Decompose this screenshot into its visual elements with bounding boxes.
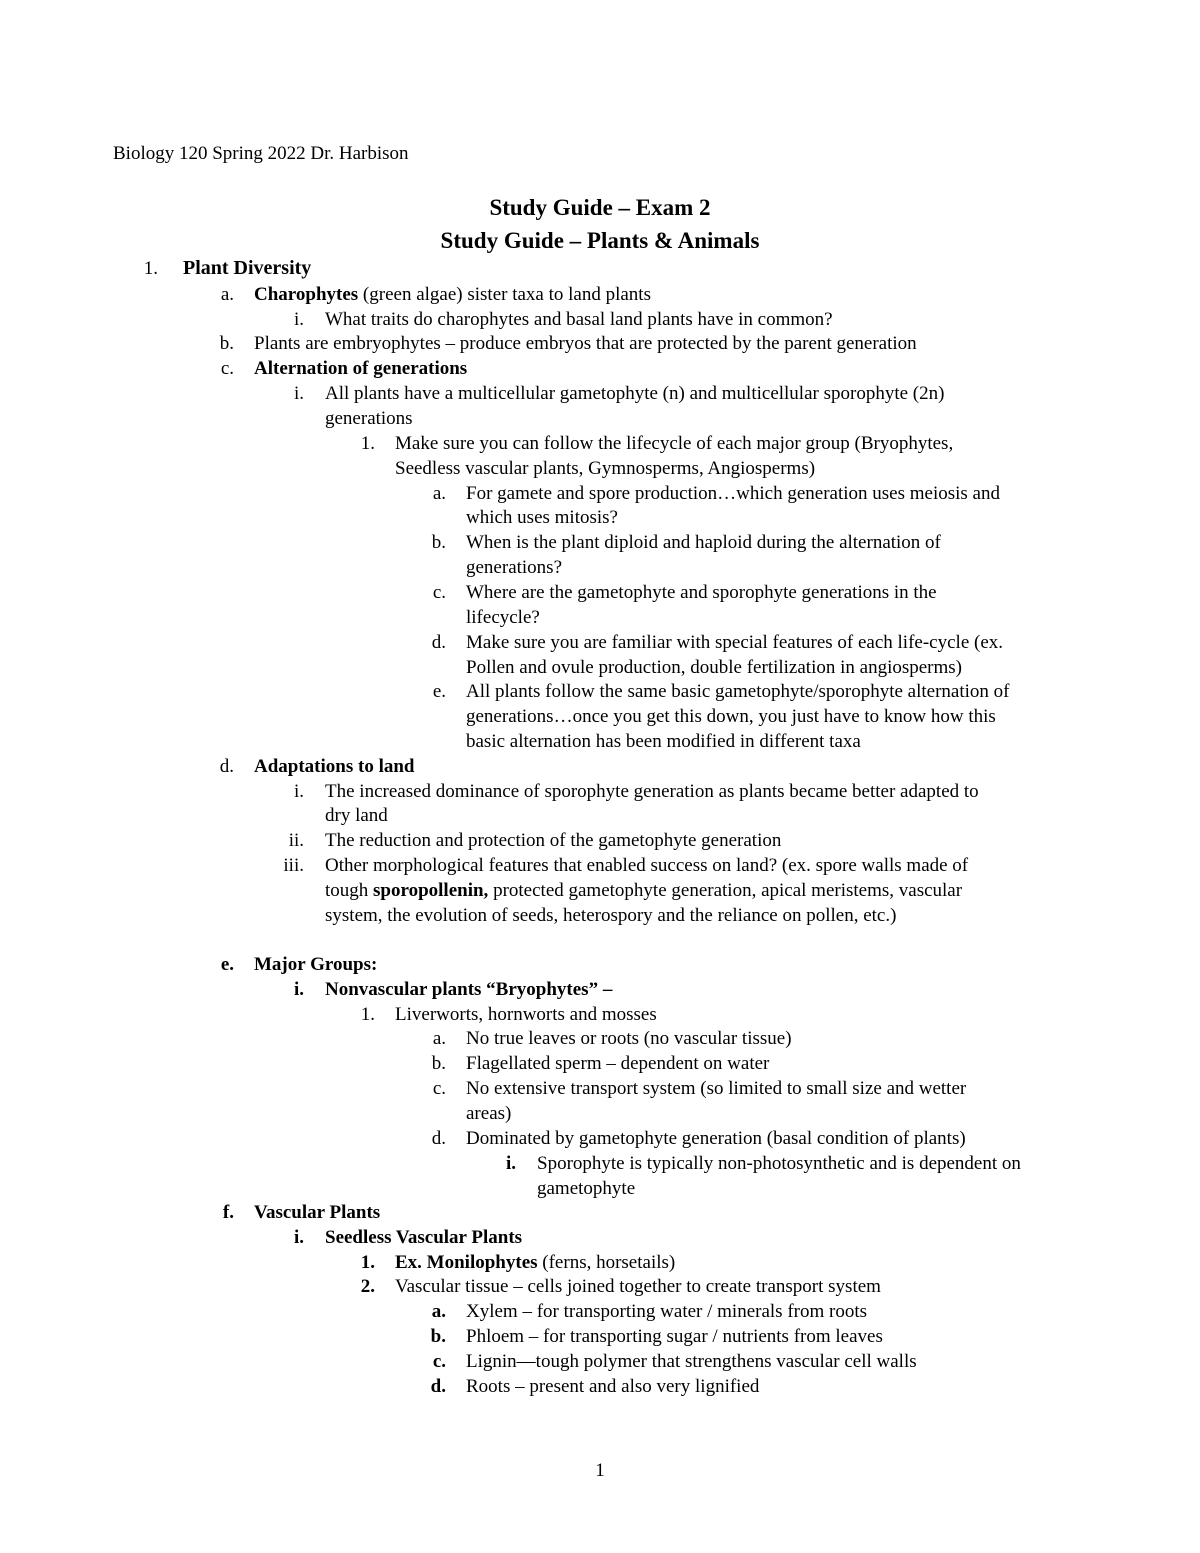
item-text: The increased dominance of sporophyte generation as plants became better adapted to xyxy=(325,781,979,802)
item-text: Phloem – for transporting sugar / nutrients from leaves xyxy=(466,1326,883,1347)
term-bold: Vascular Plants xyxy=(254,1202,381,1223)
list-marker: a. xyxy=(432,483,446,504)
item-text: system, the evolution of seeds, heterospory and the reliance on pollen, etc.) xyxy=(325,905,897,926)
list-marker: 1. xyxy=(360,1252,375,1273)
list-marker: iii. xyxy=(283,855,304,876)
list-marker: e. xyxy=(432,681,446,702)
item-text: Make sure you can follow the lifecycle of each major group (Bryophytes, xyxy=(395,433,954,454)
list-marker: ii. xyxy=(288,830,304,851)
item-text: lifecycle? xyxy=(466,607,540,628)
term-bold: Adaptations to land xyxy=(254,756,415,777)
item-text: Sporophyte is typically non-photosynthetic and is dependent on xyxy=(537,1153,1021,1174)
item-text: Make sure you are familiar with special features of each life-cycle (ex. xyxy=(466,632,1004,653)
item-text: No true leaves or roots (no vascular tissue) xyxy=(466,1028,792,1049)
item-text: dry land xyxy=(325,805,388,826)
item-text: For gamete and spore production…which generation uses meiosis and xyxy=(466,483,1000,504)
item-text: generations xyxy=(325,408,413,429)
item-text: What traits do charophytes and basal land plants have in common? xyxy=(325,309,833,330)
term-bold: sporopollenin, xyxy=(373,880,489,901)
list-marker: b. xyxy=(431,1053,446,1074)
term-bold: Ex. Monilophytes xyxy=(395,1252,538,1273)
item-text: Liverworts, hornworts and mosses xyxy=(395,1004,657,1025)
item-text: All plants follow the same basic gametophyte/sporophyte alternation of xyxy=(466,681,1010,702)
list-marker: c. xyxy=(220,358,234,379)
item-text: No extensive transport system (so limited to small size and wetter xyxy=(466,1078,967,1099)
term-bold: Alternation of generations xyxy=(254,358,468,379)
list-marker: c. xyxy=(432,1078,446,1099)
title-topic: Study Guide – Plants & Animals xyxy=(440,228,760,253)
list-marker: 1. xyxy=(143,258,158,279)
item-text: generations…once you get this down, you just have to know how this xyxy=(466,706,996,727)
item-text: (ferns, horsetails) xyxy=(537,1252,676,1273)
list-marker: a. xyxy=(432,1028,446,1049)
term-bold: Charophytes xyxy=(254,284,359,305)
title-exam: Study Guide – Exam 2 xyxy=(489,195,711,220)
list-marker: a. xyxy=(220,284,234,305)
item-text: (green algae) sister taxa to land plants xyxy=(358,284,651,305)
list-marker: 2. xyxy=(360,1276,375,1297)
list-marker: i. xyxy=(505,1153,516,1174)
item-text: When is the plant diploid and haploid during the alternation of xyxy=(466,532,941,553)
item-text: Vascular tissue – cells joined together to create transport system xyxy=(395,1276,881,1297)
item-text: Plants are embryophytes – produce embryos that are protected by the parent generation xyxy=(254,333,917,354)
item-text: basic alternation has been modified in different taxa xyxy=(466,731,861,752)
item-text: areas) xyxy=(466,1103,512,1124)
item-text: Other morphological features that enabled success on land? (ex. spore walls made of xyxy=(325,855,969,876)
term-bold: Nonvascular plants “Bryophytes” – xyxy=(325,979,613,1000)
list-marker: a. xyxy=(431,1301,446,1322)
item-text: Seedless vascular plants, Gymnosperms, Angiosperms) xyxy=(395,458,816,479)
item-text: Dominated by gametophyte generation (basal condition of plants) xyxy=(466,1128,966,1149)
item-text: Lignin—tough polymer that strengthens vascular cell walls xyxy=(466,1351,917,1372)
list-marker: 1. xyxy=(360,433,375,454)
list-marker: d. xyxy=(431,1128,446,1149)
list-marker: f. xyxy=(222,1202,234,1223)
item-text: gametophyte xyxy=(537,1178,636,1199)
item-text: tough xyxy=(325,880,374,901)
list-marker: c. xyxy=(432,1351,446,1372)
item-text: Pollen and ovule production, double fertilization in angiosperms) xyxy=(466,657,963,678)
item-text: which uses mitosis? xyxy=(466,507,618,528)
item-text: Xylem – for transporting water / minerals from roots xyxy=(466,1301,868,1322)
item-text: Where are the gametophyte and sporophyte generations in the xyxy=(466,582,937,603)
item-text: The reduction and protection of the gametophyte generation xyxy=(325,830,782,851)
list-marker: e. xyxy=(220,954,234,975)
item-text: All plants have a multicellular gametophyte (n) and multicellular sporophyte (2n) xyxy=(325,383,945,404)
list-marker: i. xyxy=(293,309,304,330)
list-marker: d. xyxy=(431,632,446,653)
course-header: Biology 120 Spring 2022 Dr. Harbison xyxy=(113,143,409,164)
section-heading: Plant Diversity xyxy=(183,257,312,279)
list-marker: b. xyxy=(219,333,234,354)
list-marker: b. xyxy=(430,1326,446,1347)
item-text: protected gametophyte generation, apical meristems, vascular xyxy=(488,880,963,901)
list-marker: i. xyxy=(293,383,304,404)
list-marker: d. xyxy=(219,756,234,777)
list-marker: i. xyxy=(293,1227,304,1248)
list-marker: i. xyxy=(293,979,304,1000)
list-marker: i. xyxy=(293,781,304,802)
list-marker: d. xyxy=(430,1376,446,1397)
list-marker: 1. xyxy=(360,1004,375,1025)
list-marker: b. xyxy=(431,532,446,553)
page-number: 1 xyxy=(595,1460,605,1481)
term-bold: Seedless Vascular Plants xyxy=(325,1227,523,1248)
item-text: Roots – present and also very lignified xyxy=(466,1376,760,1397)
item-text: generations? xyxy=(466,557,563,578)
item-text: Flagellated sperm – dependent on water xyxy=(466,1053,770,1074)
term-bold: Major Groups: xyxy=(254,954,378,975)
list-marker: c. xyxy=(432,582,446,603)
